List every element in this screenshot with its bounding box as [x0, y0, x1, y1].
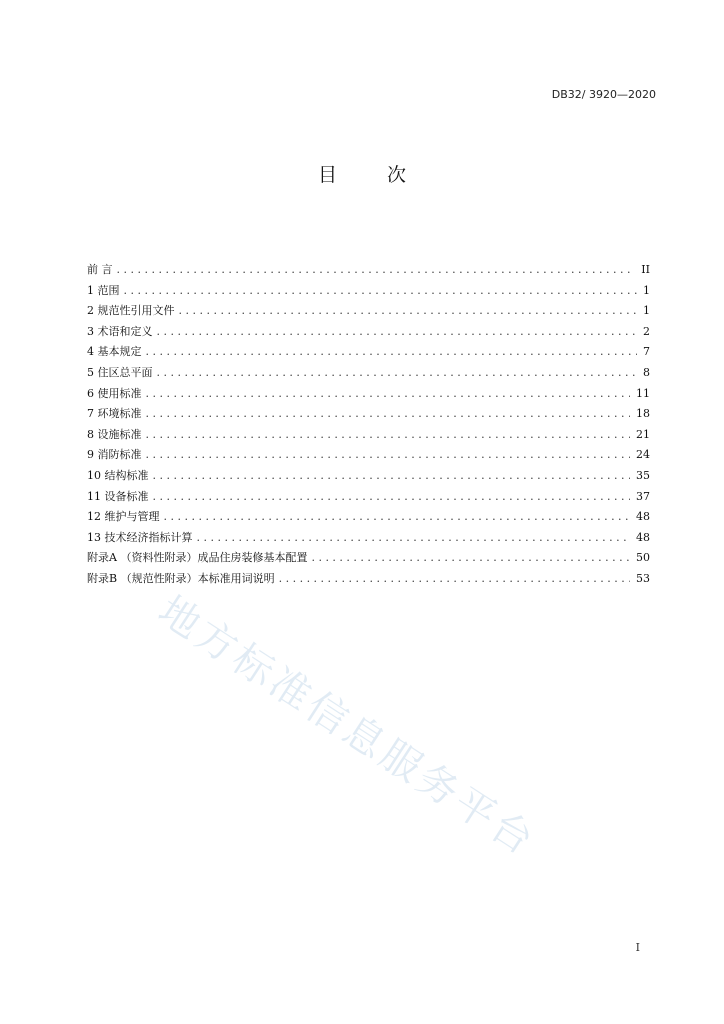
toc-leader-dots — [179, 301, 638, 322]
toc-entry-terms-definitions[interactable] — [87, 322, 650, 343]
toc-entry-use-standards[interactable] — [87, 384, 650, 405]
toc-entry-label: 8 设施标准 — [87, 427, 142, 441]
toc-leader-dots — [146, 342, 638, 363]
toc-entry-fire-standards[interactable] — [87, 445, 650, 466]
toc-entry-page: 18 — [636, 407, 650, 421]
toc-entry-page: 37 — [636, 489, 650, 503]
toc-entry-page: 35 — [636, 468, 650, 482]
toc-entry-label: 11 设备标准 — [87, 489, 149, 503]
toc-leader-dots — [279, 569, 630, 590]
toc-leader-dots — [146, 384, 631, 405]
toc-entry-page: 7 — [643, 345, 650, 359]
toc-entry-page: 8 — [643, 365, 650, 379]
toc-entry-facility-standards[interactable] — [87, 425, 650, 446]
toc-entry-scope[interactable] — [87, 281, 650, 302]
toc-entry-page: 1 — [643, 283, 650, 297]
toc-entry-page: 48 — [636, 510, 650, 524]
toc-entry-page: 48 — [636, 530, 650, 544]
toc-entry-basic-provisions[interactable] — [87, 342, 650, 363]
page-number: I — [635, 941, 640, 954]
toc-leader-dots — [153, 487, 631, 508]
table-of-contents — [87, 260, 650, 590]
document-code: DB32/ 3920—2020 — [551, 88, 656, 101]
toc-entry-label: 2 规范性引用文件 — [87, 304, 175, 318]
toc-entry-technical-economic-indicators[interactable] — [87, 528, 650, 549]
toc-leader-dots — [146, 445, 631, 466]
toc-entry-foreword[interactable] — [87, 260, 650, 281]
toc-entry-label: 4 基本规定 — [87, 345, 142, 359]
toc-entry-equipment-standards[interactable] — [87, 487, 650, 508]
toc-entry-page: 50 — [636, 551, 650, 565]
toc-entry-page: 21 — [636, 427, 650, 441]
toc-entry-label: 9 消防标准 — [87, 448, 142, 462]
toc-entry-label: 10 结构标准 — [87, 468, 149, 482]
toc-entry-page: II — [641, 263, 650, 276]
toc-leader-dots — [146, 404, 631, 425]
toc-leader-dots — [153, 466, 631, 487]
page-title: 目 次 — [317, 164, 429, 186]
toc-entry-label: 7 环境标准 — [87, 407, 142, 421]
toc-entry-label: 13 技术经济指标计算 — [87, 530, 193, 544]
toc-entry-page: 1 — [643, 304, 650, 318]
toc-entry-label: 6 使用标准 — [87, 386, 142, 400]
toc-leader-dots — [157, 363, 638, 384]
toc-entry-label: 附录A （资料性附录）成品住房装修基本配置 — [87, 551, 308, 565]
watermark-text: 地方标准信息服务平台 — [150, 587, 545, 866]
toc-entry-label: 12 维护与管理 — [87, 510, 160, 524]
toc-leader-dots — [124, 281, 638, 302]
toc-leader-dots — [157, 322, 638, 343]
toc-entry-page: 53 — [636, 571, 650, 585]
toc-entry-page: 2 — [643, 324, 650, 338]
toc-entry-environment-standards[interactable] — [87, 404, 650, 425]
toc-entry-label: 1 范围 — [87, 283, 120, 297]
toc-leader-dots — [164, 507, 631, 528]
toc-entry-label: 前 言 — [87, 263, 113, 276]
toc-entry-site-plan[interactable] — [87, 363, 650, 384]
toc-entry-normative-references[interactable] — [87, 301, 650, 322]
toc-entry-structural-standards[interactable] — [87, 466, 650, 487]
toc-entry-page: 24 — [636, 448, 650, 462]
toc-entry-appendix-a[interactable] — [87, 548, 650, 569]
toc-leader-dots — [197, 528, 631, 549]
toc-entry-label: 附录B （规范性附录）本标准用词说明 — [87, 571, 275, 585]
toc-entry-maintenance-management[interactable] — [87, 507, 650, 528]
toc-leader-dots — [311, 548, 630, 569]
toc-leader-dots — [117, 260, 636, 281]
toc-leader-dots — [146, 425, 631, 446]
toc-entry-label: 5 住区总平面 — [87, 365, 153, 379]
toc-entry-appendix-b[interactable] — [87, 569, 650, 590]
toc-entry-page: 11 — [636, 386, 650, 400]
toc-entry-label: 3 术语和定义 — [87, 324, 153, 338]
